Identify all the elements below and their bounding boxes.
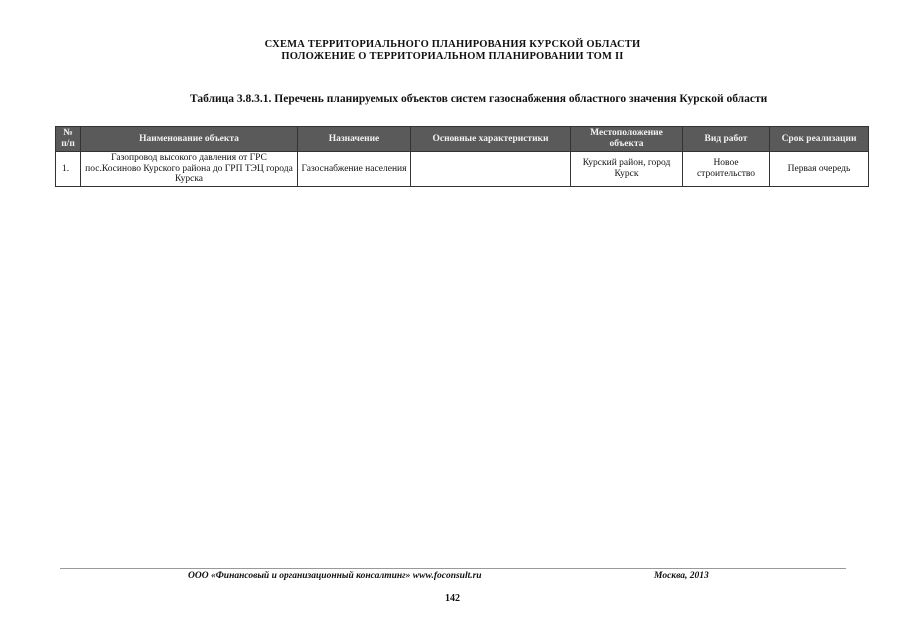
- header-location: Местоположение объекта: [571, 127, 683, 152]
- cell-characteristics: [411, 152, 571, 187]
- page-number: 142: [445, 593, 460, 604]
- document-header-line1: СХЕМА ТЕРРИТОРИАЛЬНОГО ПЛАНИРОВАНИЯ КУРСКОЙ ОБЛАСТИ: [264, 39, 641, 50]
- document-header-line2: ПОЛОЖЕНИЕ О ТЕРРИТОРИАЛЬНОМ ПЛАНИРОВАНИИ ТОМ II: [281, 51, 624, 62]
- header-work-type: Вид работ: [683, 127, 770, 152]
- footer-company: ООО «Финансовый и организационный консалтинг» www.foconsult.ru: [188, 571, 482, 581]
- table-header-row: [56, 127, 869, 152]
- cell-work-type: Новое строительство: [683, 152, 770, 187]
- footer-city-year: Москва, 2013: [654, 571, 709, 581]
- footer-divider: [60, 568, 846, 569]
- table-row: [56, 152, 869, 187]
- header-name: Наименование объекта: [81, 127, 298, 152]
- objects-table: [55, 126, 869, 187]
- cell-term: Первая очередь: [770, 152, 869, 187]
- cell-name: Газопровод высокого давления от ГРС пос.Косиново Курского района до ГРП ТЭЦ города Курска: [81, 152, 298, 187]
- header-characteristics: Основные характеристики: [411, 127, 571, 152]
- header-purpose: Назначение: [298, 127, 411, 152]
- cell-location: Курский район, город Курск: [571, 152, 683, 187]
- table-caption: Таблица 3.8.3.1. Перечень планируемых объектов систем газоснабжения областного значения Курской области: [190, 93, 768, 105]
- cell-purpose: Газоснабжение населения: [298, 152, 411, 187]
- header-term: Срок реализации: [770, 127, 869, 152]
- document-header: [0, 39, 905, 63]
- header-num: № п/п: [56, 127, 81, 152]
- cell-num: 1.: [56, 152, 81, 187]
